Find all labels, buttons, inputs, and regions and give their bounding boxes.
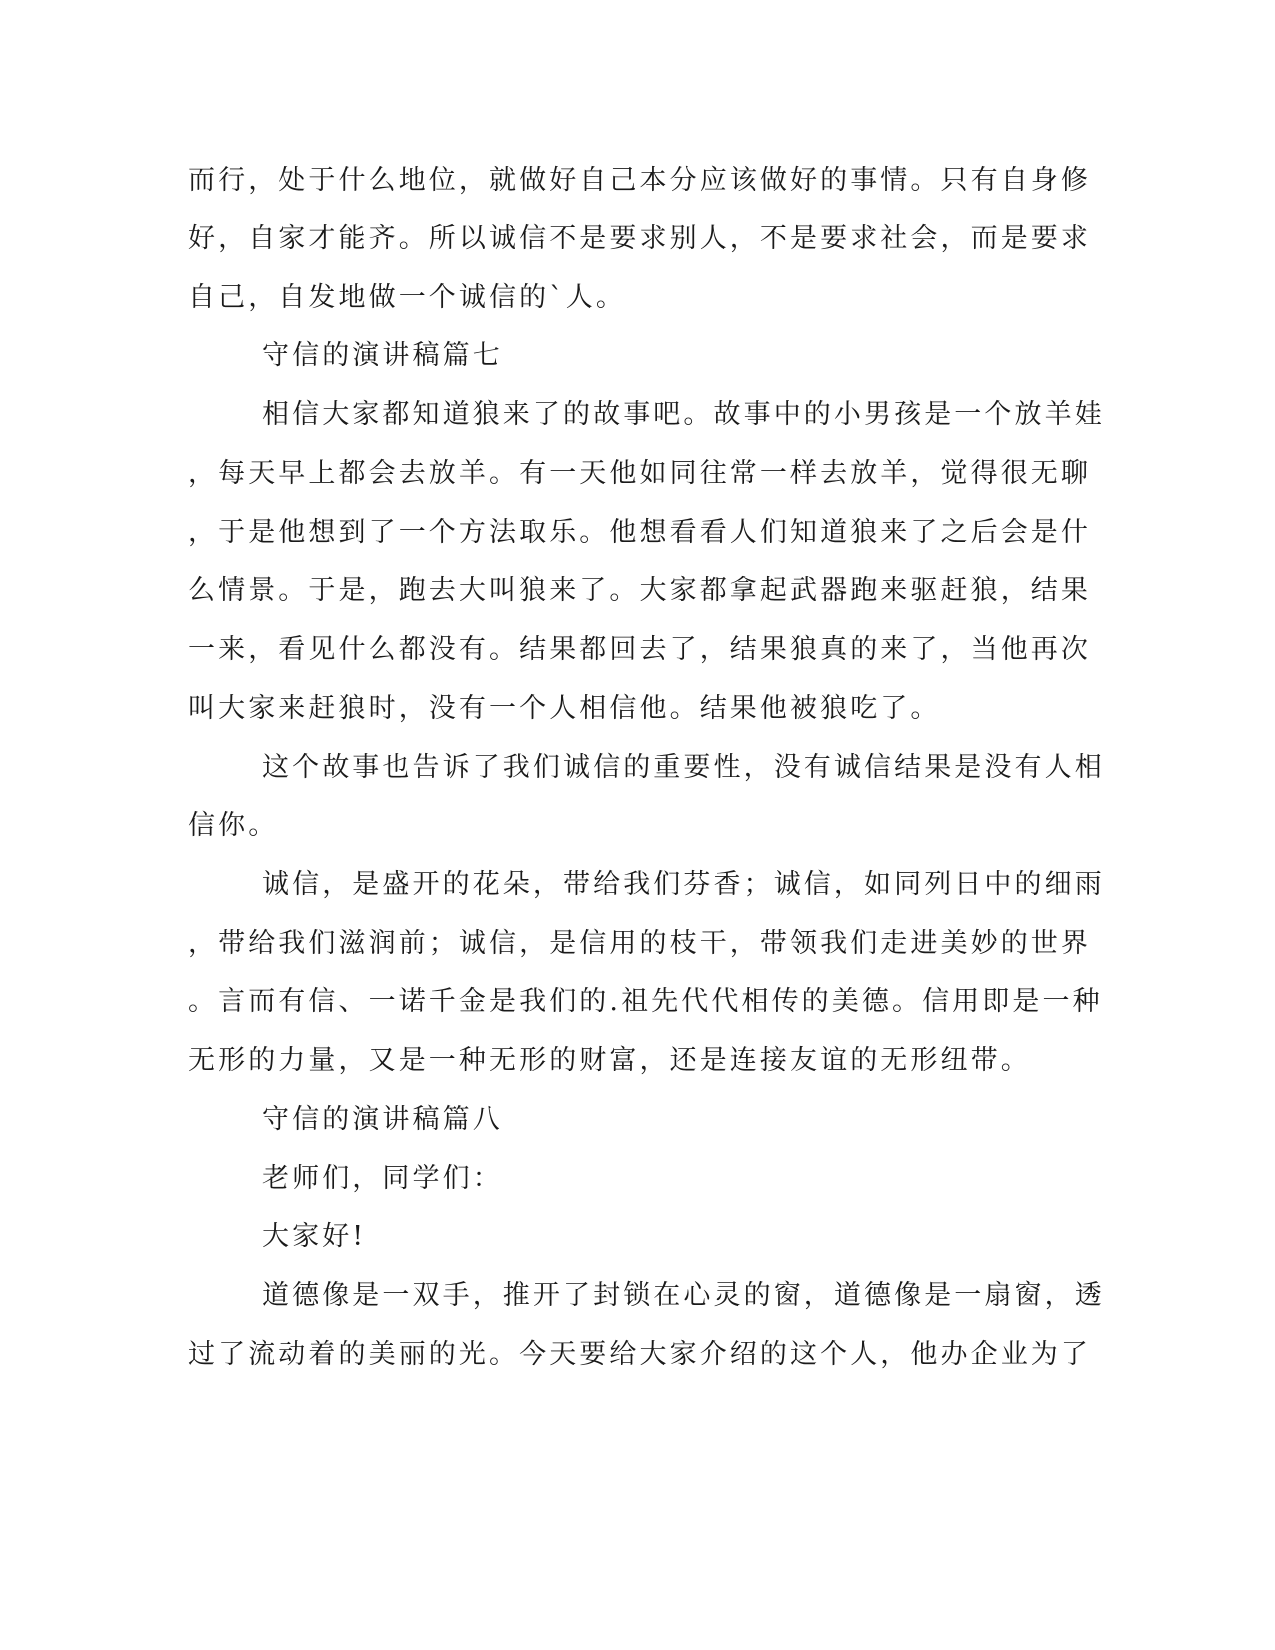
paragraph-line: 信你。 — [188, 810, 279, 841]
paragraph-line: 自己，自发地做一个诚信的`人。 — [188, 282, 626, 313]
greeting-line: 大家好! — [262, 1221, 367, 1252]
paragraph-line: 么情景。于是，跑去大叫狼来了。大家都拿起武器跑来驱赶狼，结果 — [188, 575, 1091, 606]
paragraph-line: 道德像是一双手，推开了封锁在心灵的窗，道德像是一扇窗，透 — [262, 1280, 1105, 1311]
paragraph-line: ，带给我们滋润前；诚信，是信用的枝干，带领我们走进美妙的世界 — [188, 928, 1091, 959]
section-heading-seven: 守信的演讲稿篇七 — [262, 340, 503, 371]
paragraph-line: 。言而有信、一诺千金是我们的.祖先代代相传的美德。信用即是一种 — [188, 986, 1103, 1017]
paragraph-line: 诚信，是盛开的花朵，带给我们芬香；诚信，如同列日中的细雨 — [262, 869, 1105, 900]
paragraph-line: 叫大家来赶狼时，没有一个人相信他。结果他被狼吃了。 — [188, 693, 941, 724]
paragraph-line: ，于是他想到了一个方法取乐。他想看看人们知道狼来了之后会是什 — [188, 517, 1091, 548]
paragraph-line: 这个故事也告诉了我们诚信的重要性，没有诚信结果是没有人相 — [262, 752, 1105, 783]
paragraph-line: 过了流动着的美丽的光。今天要给大家介绍的这个人，他办企业为了 — [188, 1339, 1091, 1370]
paragraph-line: 好，自家才能齐。所以诚信不是要求别人，不是要求社会，而是要求 — [188, 223, 1091, 254]
paragraph-line: 相信大家都知道狼来了的故事吧。故事中的小男孩是一个放羊娃 — [262, 399, 1105, 430]
paragraph-line: 而行，处于什么地位，就做好自己本分应该做好的事情。只有自身修 — [188, 165, 1091, 196]
salutation-line: 老师们，同学们： — [262, 1163, 503, 1194]
section-heading-eight: 守信的演讲稿篇八 — [262, 1104, 503, 1135]
paragraph-line: ，每天早上都会去放羊。有一天他如同往常一样去放羊，觉得很无聊 — [188, 458, 1091, 489]
paragraph-line: 无形的力量，又是一种无形的财富，还是连接友谊的无形纽带。 — [188, 1045, 1031, 1076]
paragraph-line: 一来，看见什么都没有。结果都回去了，结果狼真的来了，当他再次 — [188, 634, 1091, 665]
